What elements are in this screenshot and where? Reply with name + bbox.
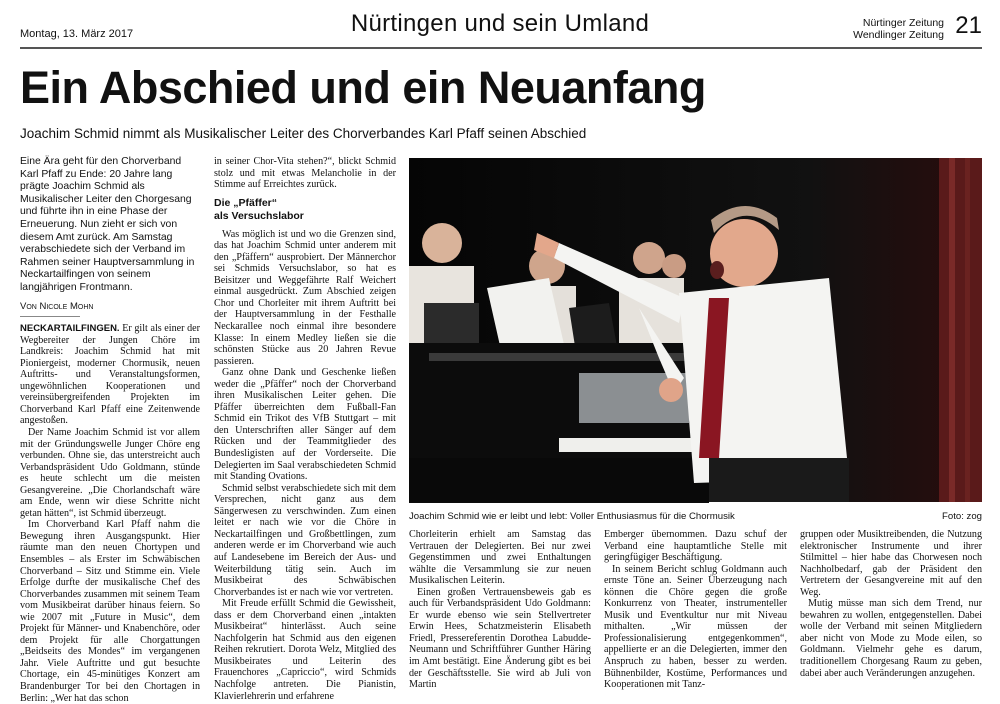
section-subtitle bbox=[214, 197, 396, 223]
paragraph: Mit Freude erfüllt Schmid die Gewissheit, dass er dem Chorverband einen „intakten Musikbeirat“ hinterlässt. Auch seine Nachfolgerin hat Schmid aus den eigenen Reihen rekrutiert. Dorota Welz, Mitglied des Musikbeirates und Leiterin des Frauenchores „Capriccio“, wird Schmids Nachfolge antreten. Die Pianistin, Klavierlehrerin und erfahrene bbox=[214, 598, 396, 702]
choir-conductor-photo bbox=[409, 158, 982, 502]
newspaper-name bbox=[853, 17, 944, 41]
dateline: NECKARTAILFINGEN. bbox=[20, 323, 120, 335]
paragraph: NECKARTAILFINGEN. Er gilt als einer der Wegbereiter der Jungen Chöre im Landkreis: Joachim Schmid hat mit Pioniergeist, moderner Chormusik, neuen Auftritts- und Veranstaltungsformen, ungewöhnlichen Kooperationen und vereinsübergreifenden Projekten im Chorverband Karl Pfaff eine Zeitenwende angestoßen. bbox=[20, 323, 200, 427]
newspaper-name-line1: Nürtinger Zeitung bbox=[862, 17, 944, 29]
issue-date: Montag, 13. März 2017 bbox=[20, 28, 134, 40]
paragraph: Ganz ohne Dank und Geschenke ließen weder die „Pfäffer“ noch der Chorverband ihren Musikalischen Leiter gehen. Die Pfäffer überreichten dem Fußball-Fan Schmid ein Trikot des VfB Stuttgart – mit den Unterschriften aller Sänger auf dem Rücken und der Teammitglieder des Bundesligisten auf der Vorderseite. Die Delegierten im Saal verabschiedeten Schmid mit Standing Ovations. bbox=[214, 367, 396, 483]
paragraph: Was möglich ist und wo die Grenzen sind, das hat Joachim Schmid unter anderem mit den „Pfäffern“ ausprobiert. Der Männerchor sei Schmids Versuchslabor, so hat es Beisitzer und Weggefährte Ralf Weichert einmal ausgedrückt. Zum Abschied zeigen Chor und Chorleiter mit ihrem Auftritt bei der Hauptversammlung in der Festhalle Neckarallee noch einmal ihre besondere Klasse: In einem Medley ließen sie die schönsten Stücke aus 20 Jahren Revue passieren. bbox=[214, 228, 396, 367]
article-column-5 bbox=[800, 529, 982, 697]
paragraph: Chorleiterin erhielt am Samstag das Vertrauen der Delegierten. Bei nur zwei Gegenstimmen und zwei Enthaltungen wählte die Versammlung sie zur neuen Musikalischen Leiterin. bbox=[409, 529, 591, 587]
paragraph: Der Name Joachim Schmid ist vor allem mit der Gründungswelle Junger Chöre eng verbunden. Ohne sie, das unterstreicht auch Verbandspräsident Udo Goldmann, stünde es heute schlecht um die meisten Gesangvereine. „Die Chorlandschaft wäre am Ende, wenn wir diese Schritte nicht getan hätten“, ist Schmid überzeugt. bbox=[20, 427, 200, 519]
article-column-4 bbox=[604, 529, 787, 697]
paragraph: In seinem Bericht schlug Goldmann auch ernste Töne an. Seiner Überzeugung nach können die Chöre gegen die große Konkurrenz von Theater, instrumenteller Musik und Eventkultur nur mit Niveau mithalten. „Wir müssen der Professionalisierung entgegenkommen“, appellierte er an die Delegierten, immer den Anspruch zu haben, besser zu werden. Bühnenbilder, Kostüme, Performances und Kooperationen mit Tanz- bbox=[604, 563, 787, 691]
paragraph: Emberger übernommen. Dazu schuf der Verband eine hauptamtliche Stelle mit geringfügiger Beschäftigung. bbox=[604, 529, 787, 564]
paragraph: Schmid selbst verabschiedete sich mit dem Versprechen, nicht ganz aus dem Sängerwesen zu verschwinden. Zum einen leitet er nach wie vor die Chöre in Neckartailfingen und Großbettlingen, zum anderen werde er im Chorverband wie auch auf Landesebene im Bereich der Aus- und Weiterbildung tätig sein. Auch im Musikbeirat des Schwäbischen Chorverbandes ist er nach wie vor vertreten. bbox=[214, 482, 396, 598]
paragraph: Einen großen Vertrauensbeweis gab es auch für Verbandspräsident Udo Goldmann: Er wurde ebenso wie sein Stellvertreter Erwin Hees, Schatzmeisterin Elisabeth Friedl, Pressereferentin Dorothea Labudde-Neumann und Schriftführer Gunther Häring im Amt bestätigt. Eine Änderung gibt es bei der Geschäftsstelle. Sie wird ab Juli von Martin bbox=[409, 586, 591, 691]
article-column-3 bbox=[409, 529, 591, 697]
section-title: Nürtingen und sein Umland bbox=[350, 10, 650, 37]
article-lead: Eine Ära geht für den Chorverband Karl Pfaff zu Ende: 20 Jahre lang prägte Joachim Schmid als Musikalischer Leiter den Chorgesang und führte ihn in eine Phase der Erneuerung. Nun zieht er sich von diesem Amt zurück. Am Samstag verabschiedete sich der Verband im Rahmen seiner Hauptversammlung in Neckartailfingen von seinem langjährigen Frontmann. bbox=[20, 156, 195, 293]
section-subtitle-line2: als Versuchslabor bbox=[214, 209, 304, 222]
article-photo bbox=[409, 158, 982, 502]
photo-caption-text: Joachim Schmid wie er leibt und lebt: Voller Enthusiasmus für die Chormusik bbox=[409, 511, 735, 522]
photo-caption bbox=[409, 511, 982, 522]
paragraph: gruppen oder Musiktreibenden, die Nutzung elektronischer Instrumente und ihrer Stilmittel – hier habe das Chorwesen noch Nachholbedarf, gab der Präsident den Vertretern der Gesangvereine mit auf den Weg. bbox=[800, 529, 982, 598]
paragraph: Mutig müsse man sich dem Trend, nur bewahren zu wollen, entgegenstellen. Dabei wolle der Verband mit seinen Mitgliedern aber nicht von Mode zu Mode eilen, so Goldmann. Vielmehr gehe es darum, traditionellem Chorgesang Raum zu geben, dabei aber auch Veränderungen anzugehen. bbox=[800, 598, 982, 679]
paragraph: in seiner Chor-Vita stehen?“, blickt Schmid stolz und mit etwas Melancholie in der Stimme auf Erreichtes zurück. bbox=[214, 156, 396, 191]
page-number: 21 bbox=[955, 12, 982, 39]
newspaper-name-line2: Wendlinger Zeitung bbox=[853, 29, 944, 41]
photo-credit: Foto: zog bbox=[942, 511, 982, 522]
page-header bbox=[20, 0, 982, 48]
article-column-1 bbox=[20, 156, 200, 704]
byline-rule bbox=[20, 316, 80, 317]
article-column-2 bbox=[214, 156, 396, 702]
article-subheadline: Joachim Schmid nimmt als Musikalischer Leiter des Chorverbandes Karl Pfaff seinen Abschied bbox=[20, 126, 587, 141]
section-subtitle-line1: Die „Pfäffer“ bbox=[214, 196, 278, 209]
byline: Von Nicole Mohn bbox=[20, 300, 94, 312]
article-headline: Ein Abschied und ein Neuanfang bbox=[20, 62, 706, 113]
paragraph: Im Chorverband Karl Pfaff nahm die Bewegung ihren Ausgangspunkt. Hier räumte man den neuen Chortypen und Ensembles – als Erster im Schwäbischen Chorverband – Sitz und Stimme ein. Viele Erfolge durfte der musikalische Chef des Chorverbandes zusammen mit seinem Team vom Musikbeirat darüber hinaus feiern. So wie 2007 mit „Future in Music“, dem Projekt für Männer- und Knabenchöre, oder dem Projekt für alle Chorgattungen „Beidseits des Mondes“ im vergangenen Jahr. Viele Auftritte und gut besuchte Chortage, ein 45-minütiges Konzert am Brandenburger Tor bei den Chortagen in Berlin: „Wer hat das schon bbox=[20, 519, 200, 704]
header-rule bbox=[20, 47, 982, 49]
